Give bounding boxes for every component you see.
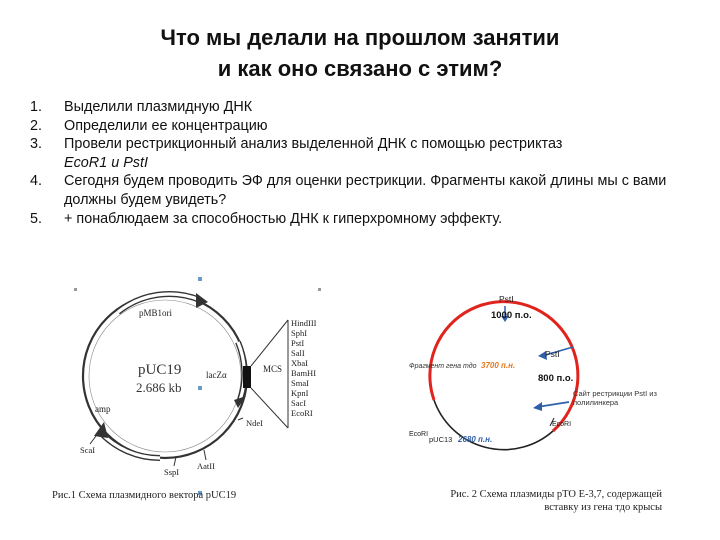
puc13-length: 2680 п.н. — [458, 435, 493, 444]
pto-map — [395, 290, 695, 490]
aatii-label: AatII — [197, 461, 215, 471]
aatii-tick — [204, 450, 206, 460]
list-text-enzymes: EcoR1 и PstI — [64, 154, 148, 171]
list-number: 1. — [30, 99, 43, 115]
ecori-left-label: EcoRI — [409, 431, 429, 438]
list-text: Выделили плазмидную ДНК — [64, 99, 253, 115]
list-item — [30, 98, 690, 117]
list-text: Провели рестрикционный анализ выделенной ДНК с помощью рестриктаз — [64, 136, 563, 153]
list-item — [30, 117, 690, 136]
puc13-label: pUC13 — [429, 435, 453, 444]
list-item — [30, 135, 690, 172]
psti-right-label: PstI — [545, 349, 560, 359]
site-label: BamHI — [291, 368, 317, 378]
list-number: 3. — [30, 136, 43, 153]
fragment-length: 3700 п.н. — [481, 361, 516, 370]
plasmid-name: pUC19 — [138, 362, 182, 378]
length-label-1000: 1000 п.о. — [491, 310, 532, 321]
list-text: + понаблюдаем за способностью ДНК к гиперхромному эффекту. — [64, 210, 503, 227]
selection-handle — [198, 277, 202, 281]
list-number: 4. — [30, 173, 43, 190]
site-label: EcoRI — [291, 408, 313, 418]
scai-label: ScaI — [80, 445, 96, 455]
site-label: HindIII — [291, 318, 317, 328]
slide-title — [0, 22, 720, 84]
list-number: 5. — [30, 210, 43, 227]
list-number: 2. — [30, 117, 43, 134]
fragment-label: Фрагмент гена тдо — [409, 363, 477, 370]
figure2-caption-line2: вставку из гена тдо крысы — [544, 502, 662, 513]
site-label: SacI — [291, 398, 307, 408]
ecori-right-label: EcoRI — [552, 421, 572, 428]
ori-label: pMB1ori — [139, 308, 173, 318]
length-label-800: 800 п.о. — [538, 373, 574, 384]
figure1-caption: Рис.1 Схема плазмидного вектора pUC19 — [52, 490, 237, 501]
psti-top-label: PstI — [499, 294, 514, 304]
lacz-label: lacZα — [206, 370, 227, 380]
figure2-caption — [420, 488, 662, 514]
list-text: Сегодня будем проводить ЭФ для оценки рестрикции. Фрагменты какой длины мы с вами должны будем увидеть? — [64, 173, 667, 208]
mcs-bracket-top — [251, 320, 288, 366]
sspi-label: SspI — [164, 467, 180, 477]
site-label: XbaI — [291, 358, 308, 368]
selection-handle — [318, 288, 321, 291]
site-note-line1: Сайт рестрикции PstI из — [573, 389, 657, 398]
ndei-tick — [238, 418, 243, 420]
site-label: SphI — [291, 328, 308, 338]
selection-handle — [198, 386, 202, 390]
plasmid-size: 2.686 kb — [136, 380, 182, 395]
title-line-1: Что мы делали на прошлом занятии — [160, 25, 560, 50]
steps-list — [30, 98, 690, 228]
puc19-map — [60, 272, 350, 500]
mcs-block — [243, 366, 251, 388]
mcs-label: MCS — [263, 364, 283, 374]
polylinker-site-arrowhead — [533, 402, 542, 411]
title-line-2: и как оно связано с этим? — [217, 56, 503, 81]
list-text: Определили ее концентрацию — [64, 117, 268, 134]
list-item — [30, 210, 690, 229]
selection-handle — [74, 288, 77, 291]
figure2-caption-line1: Рис. 2 Схема плазмиды pTO E-3,7, содержащей — [450, 489, 662, 500]
ndei-label: NdeI — [246, 418, 263, 428]
site-note-line2: полилинкера — [573, 398, 619, 407]
amp-arrow-head — [94, 422, 108, 438]
amp-label: amp — [95, 404, 111, 414]
list-item — [30, 172, 690, 209]
site-label: SalI — [291, 348, 305, 358]
site-label: PstI — [291, 338, 305, 348]
site-label: SmaI — [291, 378, 309, 388]
scai-tick — [90, 436, 96, 444]
site-label: KpnI — [291, 388, 309, 398]
